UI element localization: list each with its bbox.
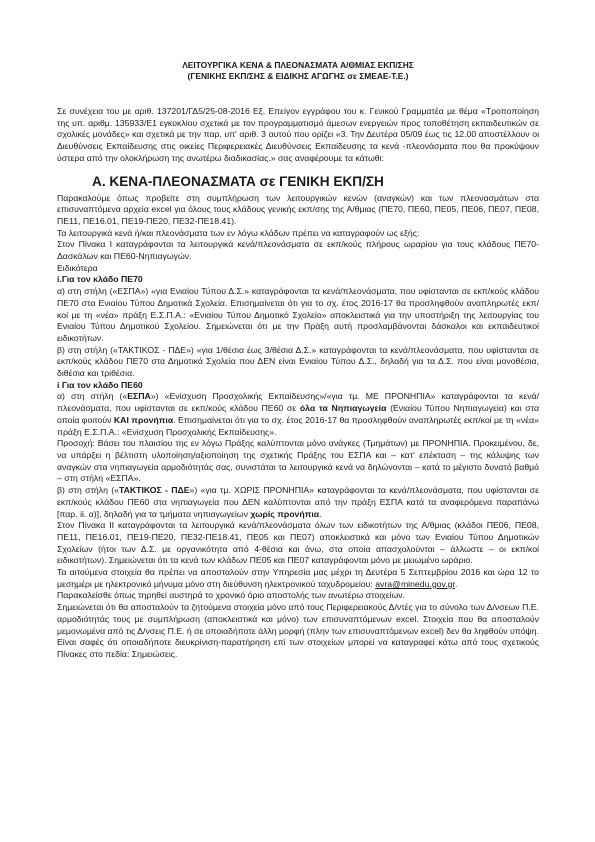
document-title-line1: ΛΕΙΤΟΥΡΓΙΚΑ ΚΕΝΑ & ΠΛΕΟΝΑΣΜΑΤΑ Α/ΘΜΙΑΣ ΕΚΠ/ΣΗΣ: [182, 60, 414, 70]
intro-paragraph: Σε συνέχεια του με αριθ. 137201/ΓΔ5/25-08-2016 Εξ. Επείγον εγγράφου του κ. Γενικού Γραμματέα με θέμα «Τροποποίηση της υπ. αριθμ. 135933/Ε1 εγκυκλίου σχετικά με τον προγραμματισμό άμεσων ενεργειών προς τοποθέτηση εκπαιδευτικών σε σχολικές μονάδες» και σχετικά με την παρ. υπ' αριθ. 3 αυτού που ορίζει «3. Την Δευτέρα 05/09 έως τις 12.00 αποστέλλουν οι Διευθύνσεις Εκπαίδευσης στις οικείες Περιφερειακές Διευθύνσεις Εκπαίδευσης τα κενά -πλεονάσματα που θα προκύψουν ύστερα από την ολοκλήρωση της ανωτέρω διαδικασίας.» σας αναφέρουμε τα κάτωθι:: [57, 106, 539, 163]
document-title-line2: (ΓΕΝΙΚΗΣ ΕΚΠ/ΣΗΣ & ΕΙΔΙΚΗΣ ΑΓΩΓΗΣ σε ΣΜΕΑΕ-Τ.Ε.): [187, 71, 409, 81]
pe70-paragraph-b: β) στη στήλη («ΤΑΚΤΙΚΟΣ - ΠΔΕ») «για 1/θέσια έως 3/θέσια Δ.Σ.» καταγράφονται τα κενά/πλεονάσματα, που υφίστανται σε εκπ/κούς κλάδου ΠΕ70 στα Δημοτικά Σχολεία που ΔΕΝ είναι Ενιαίου Τύπου Δ.Σ., δηλαδή για τα Δ.Σ. που είναι μονοθέσια, διθέσια και τριθέσια.: [57, 344, 539, 379]
section-a-paragraph-1: Παρακαλούμε όπως προβείτε στη συμπλήρωση των λειτουργικών κενών (αναγκών) και των πλεονασμάτων στα επισυναπτόμενα αρχεία excel για όλους τους κλάδους γενικής εκπ/σης της Α/θμιας (ΠΕ70, ΠΕ60, ΠΕ05, ΠΕ06, ΠΕ07, ΠΕ08, ΠΕ11, ΠΕ16.01, ΠΕ19-ΠΕ20, ΠΕ32-ΠΕ18.41).: [57, 192, 539, 226]
pe60-paragraph-caution: Προσοχή: Βάσει του πλαισίου της εν λόγω Πράξης καλύπτονται μόνο ανάγκες (Τμημάτων) με ΠΡΟΝΗΠΙΑ. Προκειμένου, δε, να υπάρξει η βέλτιστη υλοποίηση/αξιοποίηση της σχετικής Πράξης του ΕΣΠΑ και – κατ' επέκταση – της κάλυψης των αναγκών στα νηπιαγωγεία αρμοδιότητάς σας, συνιστάται τα λειτουργικά κενά να δηλώνονται – κατά το μέγιστο δυνατό βαθμό – στη στήλη «ΕΣΠΑ».: [57, 438, 539, 484]
pe60-heading: i Για τον κλάδο ΠΕ60: [57, 379, 143, 390]
table2-paragraph: Στον Πίνακα ΙΙ καταγράφονται τα λειτουργικά κενά/πλεονάσματα όλων των ειδικοτήτων της Α/θμιας (κλάδοι ΠΕ06, ΠΕ08, ΠΕ11, ΠΕ16.01, ΠΕ19-ΠΕ20, ΠΕ32-ΠΕ18.41, ΠΕ05 και ΠΕ07) αποκλειστικά και μόνο των Ενιαίου Τύπου Δημοτικών Σχολείων (ήτοι των Δ.Σ. με οργανικότητα από 4-θέσια και άνω, στα οποία απασχολούνται – άλλωστε – οι εκπ/κοί ειδικοτήτων). Σημειώνεται ότι τα κενά των κλάδων ΠΕ05 και ΠΕ07 καταγράφονται μόνο με μειωμένο ωράριο.: [57, 520, 539, 566]
section-a-paragraph-3: Στον Πίνακα Ι καταγράφονται τα λειτουργικά κενά/πλεονάσματα σε εκπ/κούς πλήρους ωραρίου για τους κλάδους ΠΕ70-Δασκάλων και ΠΕ60-Νηπιαγωγών.: [57, 239, 539, 262]
closing-paragraph: Είναι σαφές ότι οποιαδήποτε διευκρίνιση-παρατήρηση επί των στοιχείων μπορεί να καταγραφεί κάτω από τους σχετικούς Πίνακες στο πεδία: Σημειώσεις.: [57, 637, 539, 659]
note-paragraph: Σημειώνεται ότι θα αποσταλούν τα ζητούμενα στοιχεία μόνο από τους Περιφερειακούς Δ/ντές για το σύνολο των Δ/νσεων Π.Ε. αρμοδιότητάς τους με συμπλήρωση (αποκλειστικά και μόνο) των επισυναπτόμενων excel. Στοιχεία που θα αποσταλούν μεμονωμένα από τις Δ/νσεις Π.Ε. ή σε οποιαδήποτε άλλη μορφή (πλην των επισυναπτόμενων excel) δεν θα ληφθούν υπόψη.: [57, 602, 539, 636]
pe70-paragraph-a: α) στη στήλη («ΕΣΠΑ») «για Ενιαίου Τύπου Δ.Σ.» καταγράφονται τα κενά/πλεονάσματα, που υφίστανται σε εκπ/κούς κλάδου ΠΕ70 στα Ενιαίου Τύπου Δημοτικά Σχολεία. Επισημαίνεται ότι για το σχ. έτος 2016-17 θα προσληφθούν αναπληρωτές εκπ/κοί με τη «νέα» πράξη Ε.Σ.Π.Α.: «Ενιαίου Τύπου Δημοτικό Σχολείο» αποκλειστικά για την υποστήριξη της λειτουργίας του Ενιαίου Τύπου Δημοτικού Σχολείου. Σημειώνεται ότι με την Πράξη αυτή προσλαμβάνονται δάσκαλοι και εκπαιδευτικοί ειδικοτήτων.: [57, 286, 539, 343]
section-a-heading: Α. ΚΕΝΑ-ΠΛΕΟΝΑΣΜΑΤΑ σε ΓΕΝΙΚΗ ΕΚΠ/ΣΗ: [92, 173, 384, 189]
pe70-heading: i.Για τον κλάδο ΠΕ70: [57, 274, 143, 285]
pe60-paragraph-a: α) στη στήλη («ΕΣΠΑ») «Ενίσχυση Προσχολικής Εκπαίδευσης»/«για τμ. ΜΕ ΠΡΟΝΗΠΙΑ» καταγράφονται τα κενά/πλεονάσματα, που υφίστανται σε εκπ/κούς κλάδου ΠΕ60 σε όλα τα Νηπιαγωγεία (Ενιαίου Τύπου Νηπιαγωγεία) και στα οποία φοιτούν ΚΑΙ προνήπια. Επισημαίνεται ότι για το σχ. έτος 2016-17 θα προσληφθούν αναπληρωτές εκπ/κοί με τη «νέα» πράξη Ε.Σ.Π.Α.: «Ενίσχυση Προσχολικής Εκπαίδευσης».: [57, 391, 539, 437]
section-a-paragraph-4: Ειδικότερα: [57, 262, 98, 273]
deadline-paragraph: Τα αιτούμενα στοιχεία θα πρέπει να αποσταλούν στην Υπηρεσία μας μέχρι τη Δευτέρα 5 Σεπτεμβρίου 2016 και ώρα 12 το μεσημέρι με ηλεκτρονικό μήνυμα μόνο στη διεύθυνση ηλεκτρονικού ταχυδρομείου: avra@minedu.gov.gr.: [57, 567, 539, 589]
email-link[interactable]: avra@minedu.gov.gr: [375, 578, 455, 589]
pe60-paragraph-b: β) στη στήλη («ΤΑΚΤΙΚΟΣ - ΠΔΕ») «για τμ. ΧΩΡΙΣ ΠΡΟΝΗΠΙΑ» καταγράφονται τα κενά/πλεονάσματα, που υφίστανται σε εκπ/κούς κλάδου ΠΕ60 στα νηπιαγωγεία που ΔΕΝ καλύπτονται από την πράξη ΕΣΠΑ κατά τα αναφερόμενα παραπάνω [παρ. ii. α)], δηλαδή για τα τμήματα νηπιαγωγείων χωρίς προνήπια.: [57, 485, 539, 519]
document-page: [57, 60, 539, 661]
strict-paragraph: Παρακαλείσθε όπως τηρηθεί αυστηρά το χρονικό όριο αποστολής των ανωτέρω στοιχείων.: [57, 590, 406, 601]
section-a-paragraph-2: Τα λειτουργικά κενά ή/και πλεονάσματα των εν λόγω κλάδων πρέπει να καταγραφούν ως εξής:: [57, 227, 420, 238]
